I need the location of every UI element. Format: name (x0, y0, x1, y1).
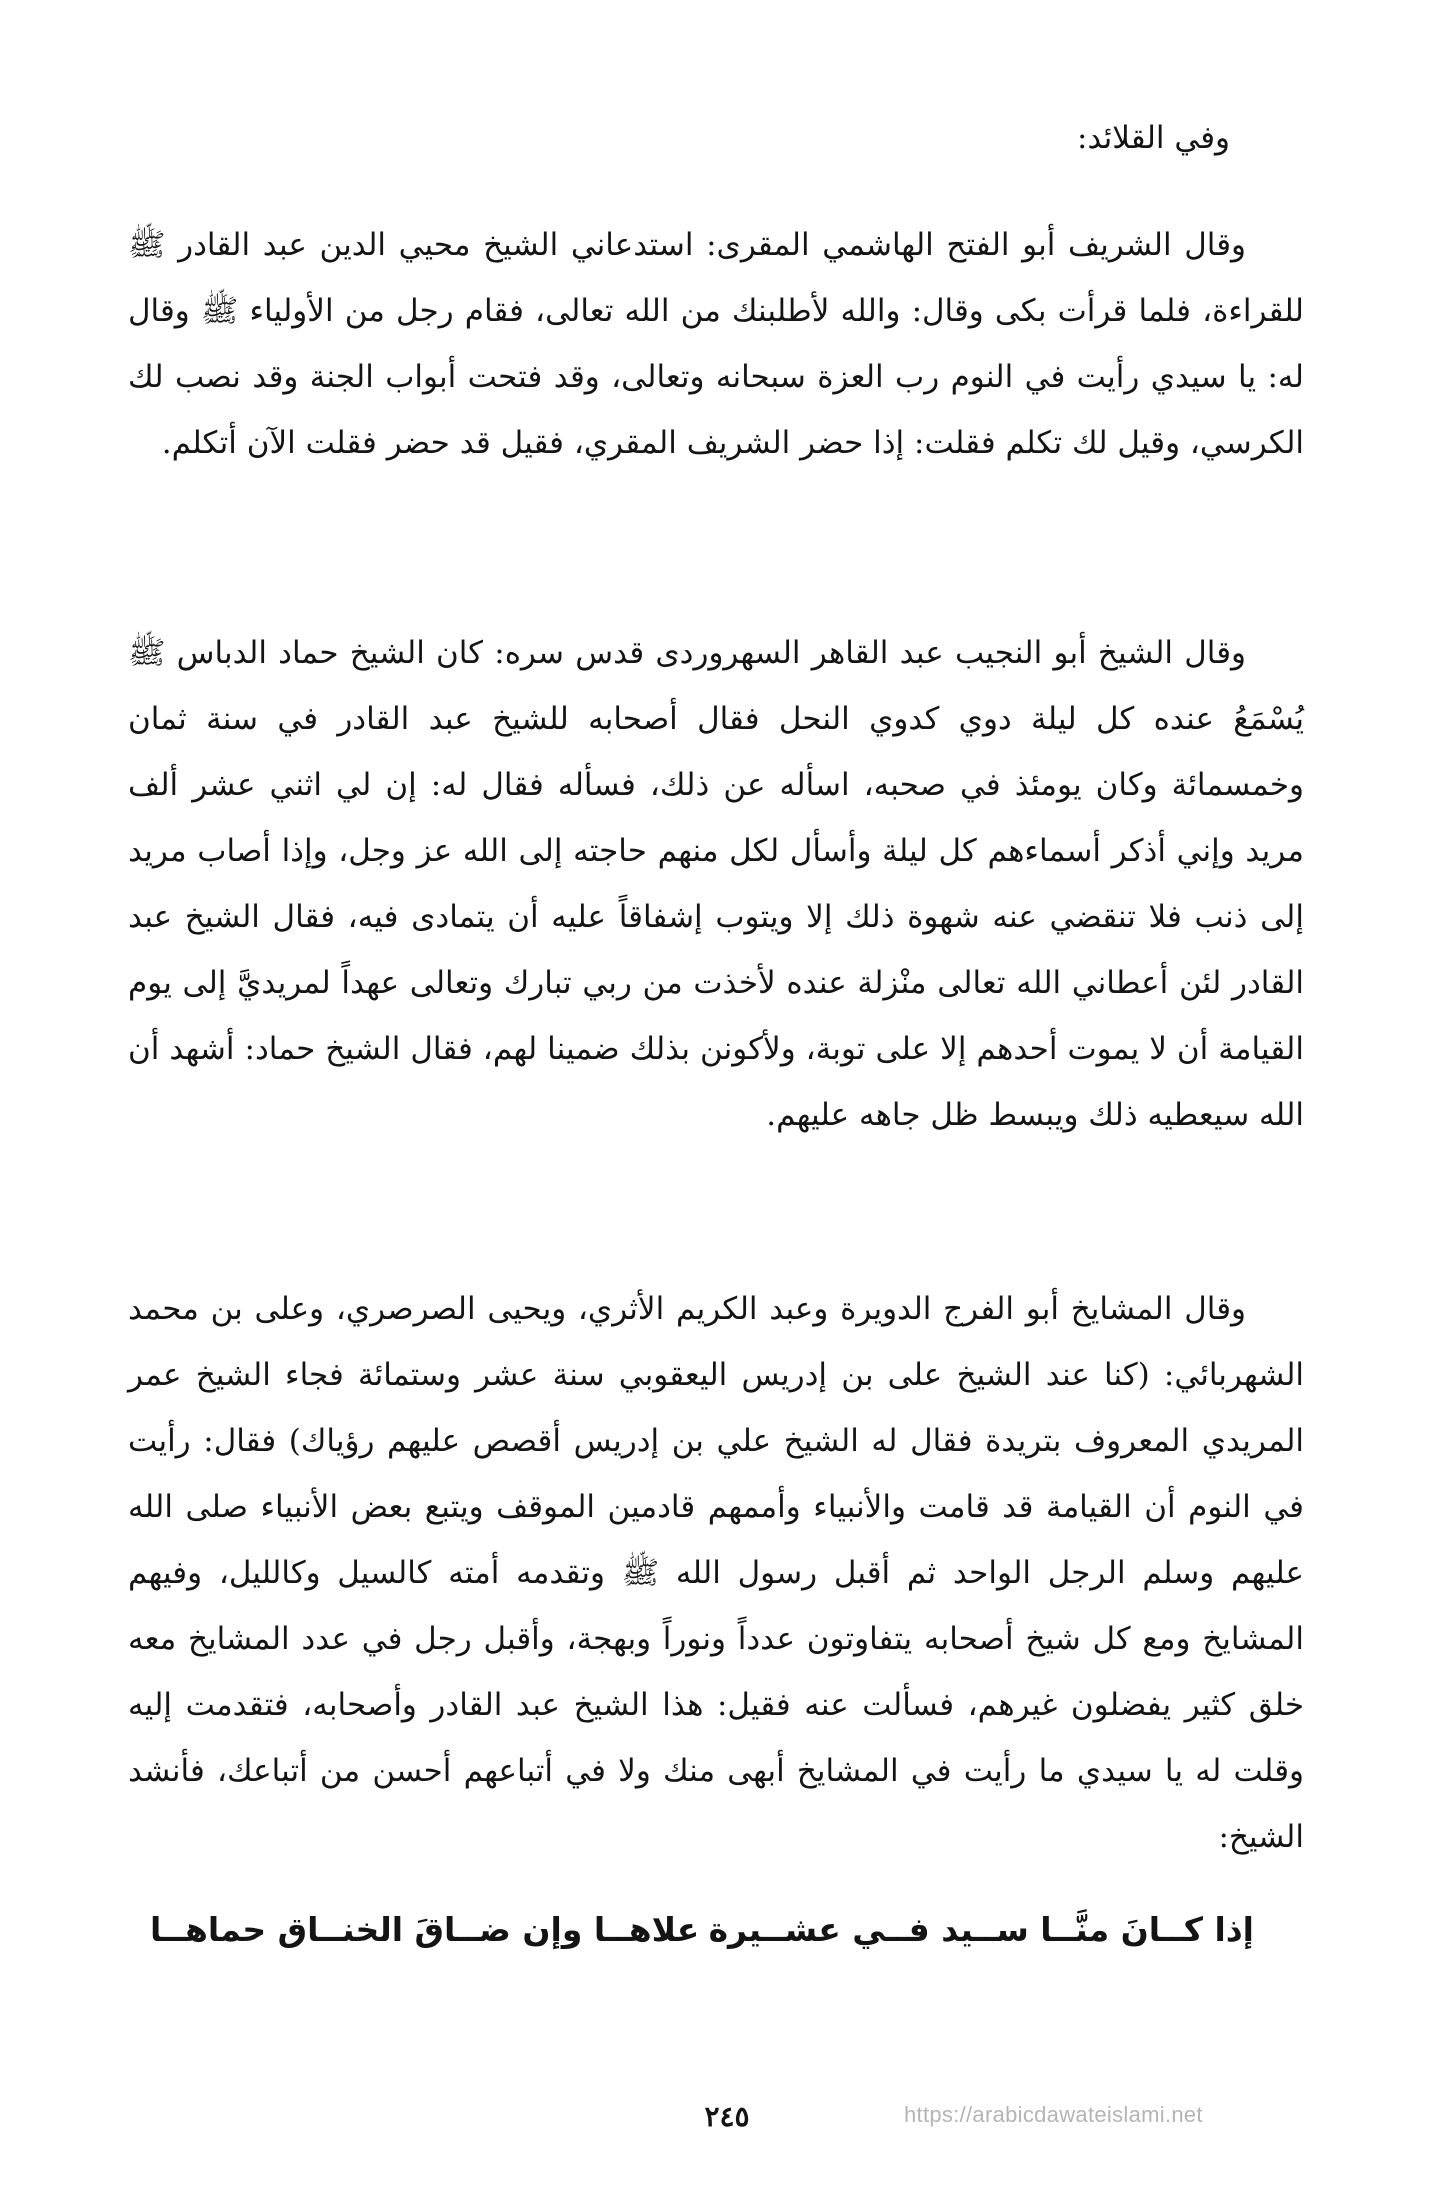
watermark-url: https://arabicdawateislami.net (904, 2102, 1203, 2127)
paragraph-text: وقال الشريف أبو الفتح الهاشمي المقرى: استدعاني الشيخ محيي الدين عبد القادر ﷺ للقراءة، فلما قرأت بكى وقال: والله لأطلبنك من الله تعالى، فقام رجل من الأولياء ﷺ وقال له: يا سيدي رأيت في النوم رب العزة سبحانه وتعالى، وقد فتحت أبواب الجنة وقد نصب لك الكرسي، وقيل لك تكلم فقلت: إذا حضر الشريف المقري، فقيل قد حضر فقلت الآن أتكلم. (128, 227, 1304, 461)
poetry-verse (150, 1910, 1254, 1970)
paragraph-sharif-abu-al-fath (128, 212, 1304, 476)
page-number: ٢٤٥ (704, 2100, 750, 2133)
paragraph-abu-al-najib (128, 620, 1304, 1148)
paragraph-text: وقال الشيخ أبو النجيب عبد القاهر السهروردى قدس سره: كان الشيخ حماد الدباس ﷺ يُسْمَعُ عنده كل ليلة دوي كدوي النحل فقال أصحابه للشيخ عبد القادر في سنة ثمان وخمسمائة وكان يومئذ في صحبه، اسأله عن ذلك، فسأله فقال له: إن لي اثني عشر ألف مريد وإني أذكر أسماءهم كل ليلة وأسأل لكل منهم حاجته إلى الله عز وجل، وإذا أصاب مريد إلى ذنب فلا تنقضي عنه شهوة ذلك إلا ويتوب إشفاقاً عليه أن يتمادى فيه، فقال الشيخ عبد القادر لئن أعطاني الله تعالى منْزلة عنده لأخذت من ربي تبارك وتعالى عهداً لمريديَّ إلى يوم القيامة أن لا يموت أحدهم إلا على توبة، ولأكونن بذلك ضمينا لهم، فقال الشيخ حماد: أشهد أن الله سيعطيه ذلك ويبسط ظل جاهه عليهم. (128, 635, 1304, 1133)
verse-second-hemistich: علاهــا وإن ضــاقَ الخنــاق حماهــا (150, 1910, 700, 1949)
paragraph-text: وقال المشايخ أبو الفرج الدويرة وعبد الكريم الأثري، ويحيى الصرصري، وعلى بن محمد الشهربائي: (كنا عند الشيخ على بن إدريس اليعقوبي سنة عشر وستمائة فجاء الشيخ عمر المريدي المعروف بتريدة فقال له الشيخ علي بن إدريس أقصص عليهم رؤياك) فقال: رأيت في النوم أن القيامة قد قامت والأنبياء وأممهم قادمين الموقف ويتبع بعض الأنبياء صلى الله عليهم وسلم الرجل الواحد ثم أقبل رسول الله ﷺ وتقدمه أمته كالسيل وكالليل، وفيهم المشايخ ومع كل شيخ أصحابه يتفاوتون عدداً ونوراً وبهجة، وأقبل رجل في عدد المشايخ معه خلق كثير يفضلون غيرهم، فسألت عنه فقيل: هذا الشيخ عبد القادر وأصحابه، فتقدمت إليه وقلت له يا سيدي ما رأيت في المشايخ أبهى منك ولا في أتباعهم أحسن من أتباعك، فأنشد الشيخ: (128, 1291, 1304, 1855)
verse-first-hemistich: إذا كــانَ منَّــا ســيد فــي عشــيرة (708, 1910, 1254, 1949)
section-heading: وفي القلائد: (1076, 120, 1230, 156)
paragraph-mashayikh (128, 1276, 1304, 1870)
